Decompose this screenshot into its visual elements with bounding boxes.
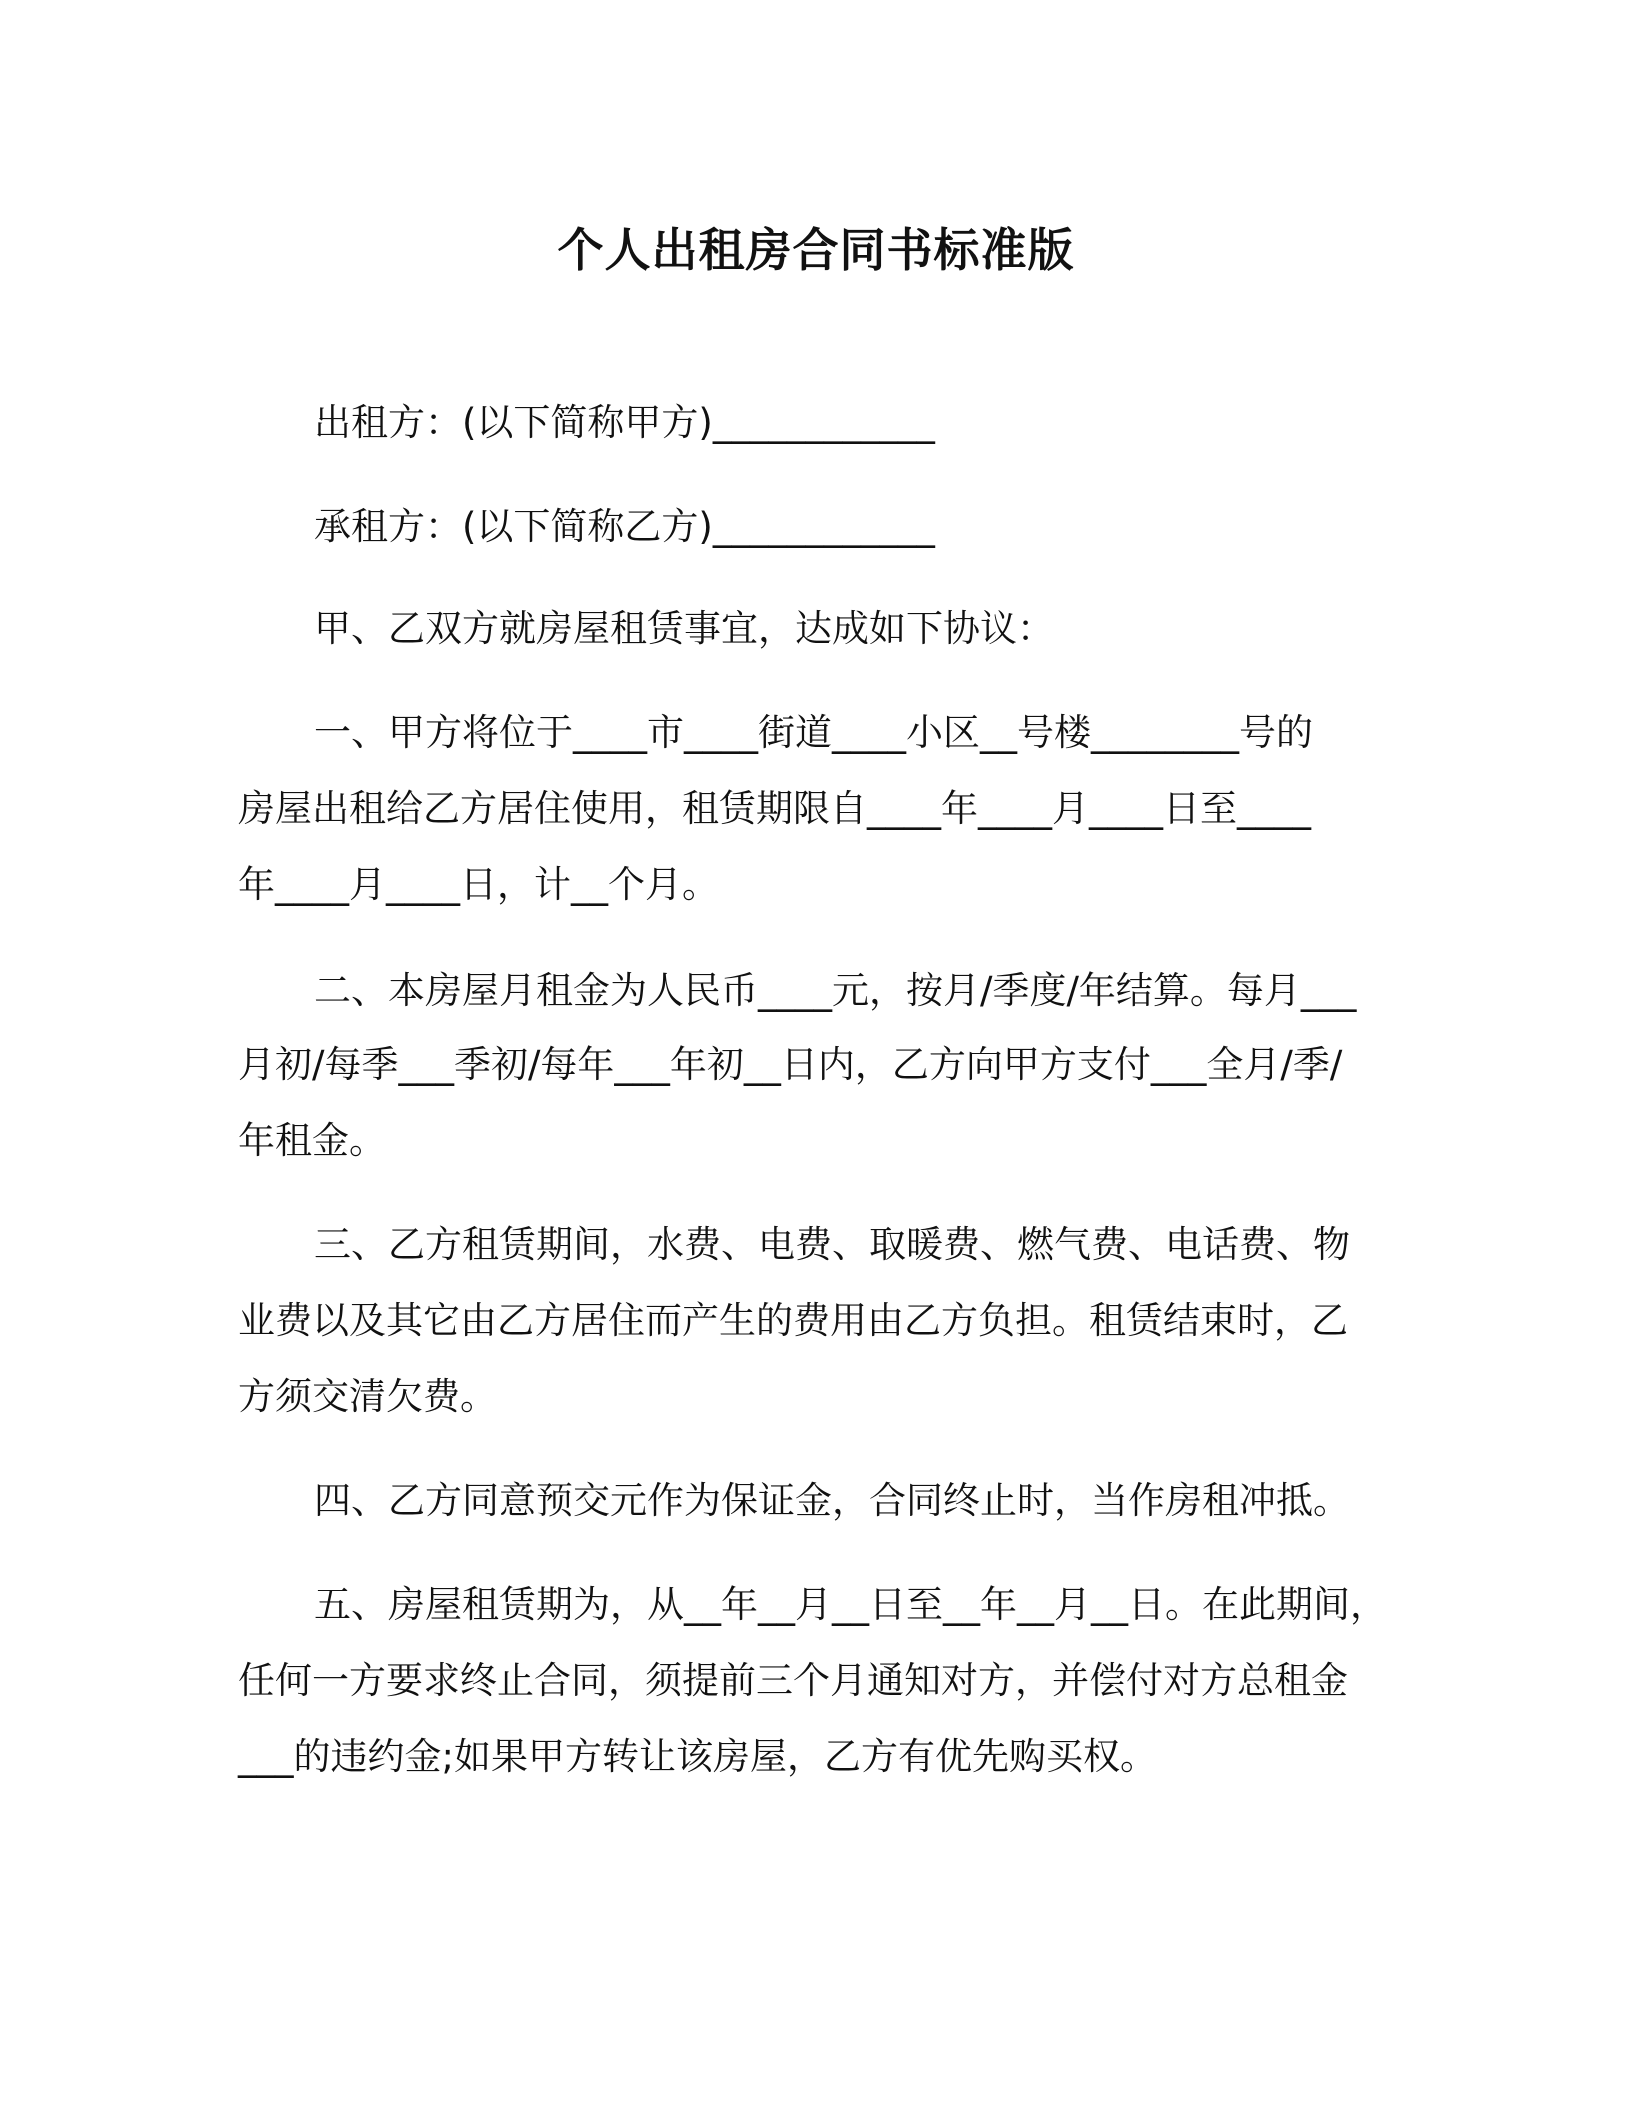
clause-5-line-3: ___的违约金;如果甲方转让该房屋，乙方有优先购买权。	[238, 1735, 1157, 1778]
clause-3-line-1: 三、乙方租赁期间，水费、电费、取暖费、燃气费、电话费、物	[314, 1223, 1350, 1266]
lessee-line: 承租方：(以下简称乙方)____________	[314, 505, 935, 548]
clause-2-line-1: 二、本房屋月租金为人民币____元，按月/季度/年结算。每月___	[314, 969, 1357, 1012]
clause-2-line-3: 年租金。	[238, 1119, 386, 1162]
clause-3-line-3: 方须交清欠费。	[238, 1375, 497, 1418]
lessor-line: 出租方：(以下简称甲方)____________	[314, 401, 935, 444]
clause-3-line-2: 业费以及其它由乙方居住而产生的费用由乙方负担。租赁结束时，乙	[238, 1299, 1348, 1342]
clause-5-line-2: 任何一方要求终止合同，须提前三个月通知对方，并偿付对方总租金	[238, 1659, 1348, 1702]
clause-2-line-2: 月初/每季___季初/每年___年初__日内，乙方向甲方支付___全月/季/	[238, 1043, 1343, 1086]
intro-line: 甲、乙双方就房屋租赁事宜，达成如下协议：	[314, 607, 1054, 650]
clause-1-line-2: 房屋出租给乙方居住使用，租赁期限自____年____月____日至____	[238, 787, 1311, 830]
clause-4-line-1: 四、乙方同意预交元作为保证金，合同终止时，当作房租冲抵。	[314, 1479, 1350, 1522]
clause-1-line-3: 年____月____日，计__个月。	[238, 863, 719, 906]
clause-5-line-1: 五、房屋租赁期为，从__年__月__日至__年__月__日。在此期间，	[314, 1583, 1387, 1626]
document-title: 个人出租房合同书标准版	[557, 223, 1075, 277]
clause-1-line-1: 一、甲方将位于____市____街道____小区__号楼________号的	[314, 711, 1313, 754]
